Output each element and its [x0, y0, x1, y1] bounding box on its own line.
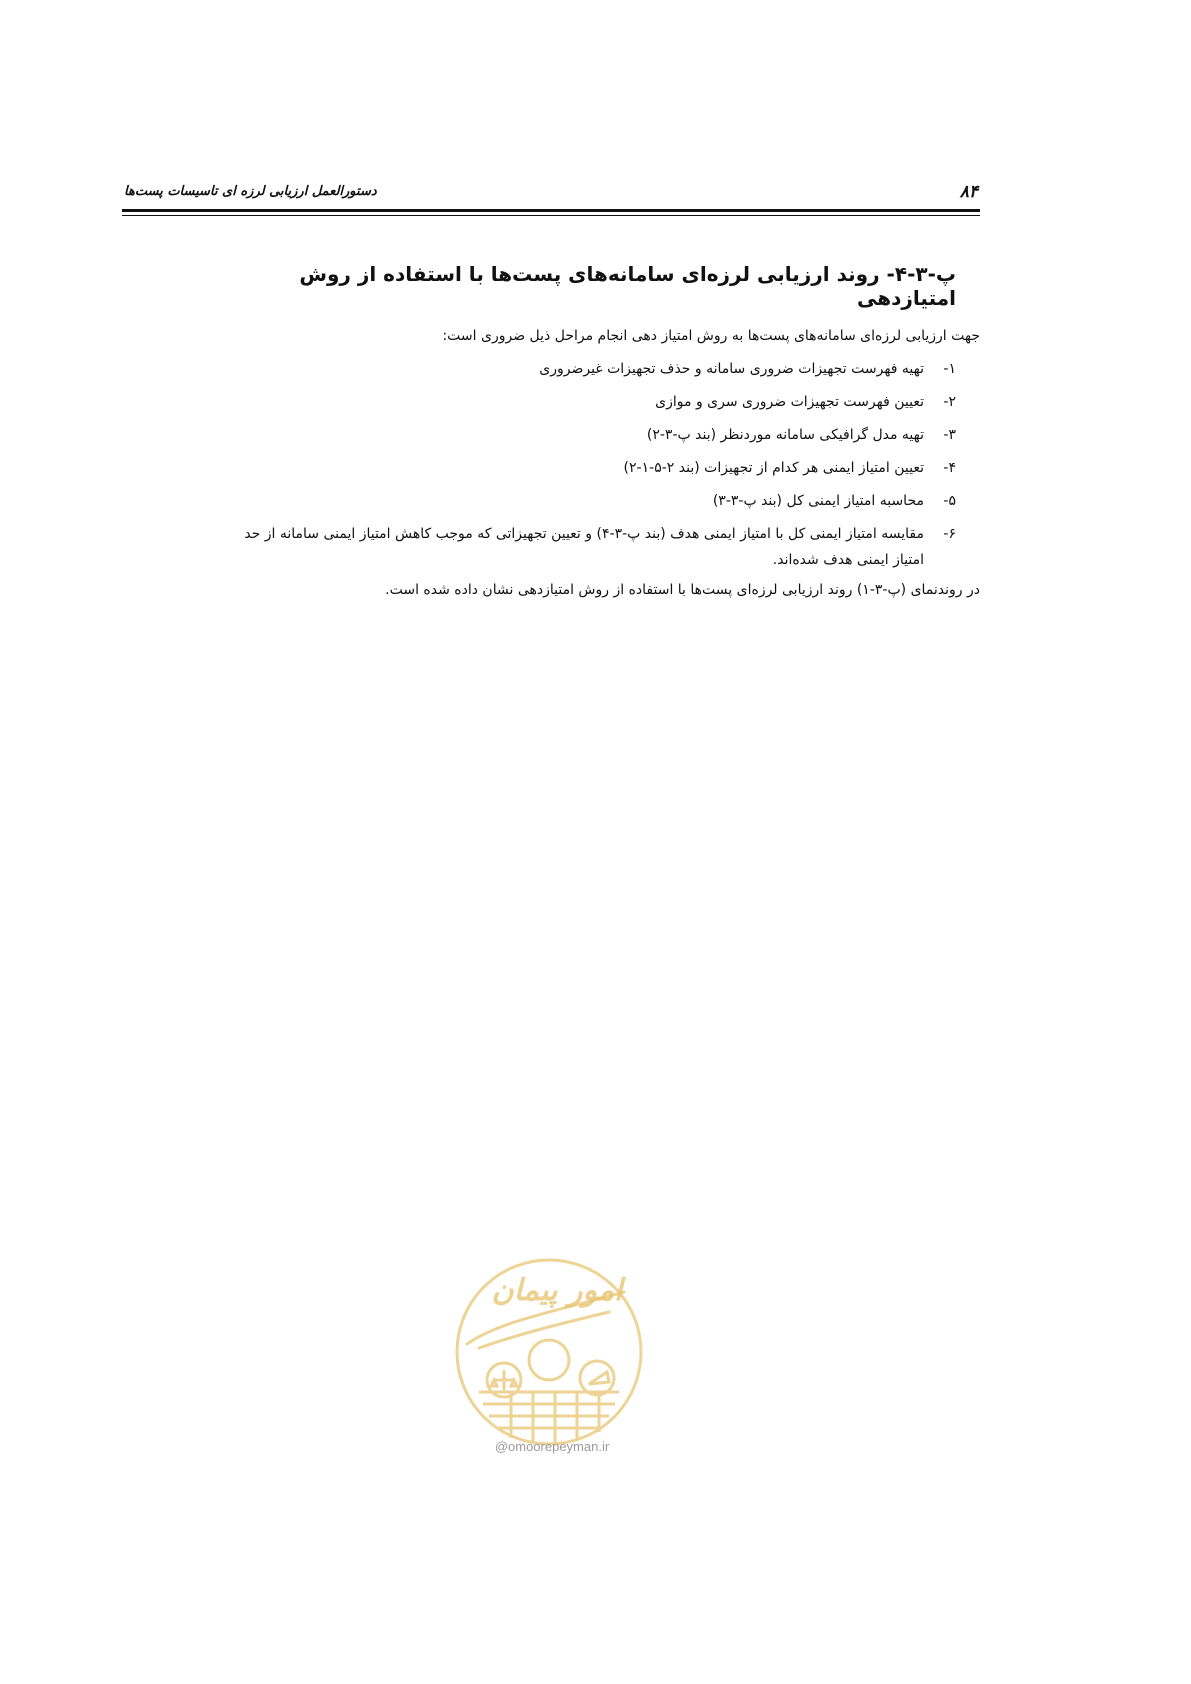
logo-swoosh-inner	[479, 1312, 609, 1348]
step-number: ۲-	[943, 394, 956, 410]
closing-paragraph: در روندنمای (پ-۳-۱) روند ارزیابی لرزه‌ای پست‌ها با استفاده از روش امتیازدهی نشان داده شده است.	[385, 582, 980, 598]
header-rule-thin	[122, 215, 980, 216]
step-text: تهیه مدل گرافیکی سامانه موردنظر (بند پ-۳-۲)	[646, 427, 924, 443]
page-number: ۸۴	[959, 182, 978, 202]
publisher-logo-watermark	[449, 1252, 649, 1452]
step-text: تعیین فهرست تجهیزات ضروری سری و موازی	[655, 394, 924, 410]
step-text: مقایسه امتیاز ایمنی کل با امتیاز ایمنی هدف (بند پ-۳-۴) و تعیین تجهیزاتی که موجب کاهش امتیاز ایمنی سامانه از حد	[244, 526, 924, 542]
list-item	[100, 419, 956, 452]
gear-icon	[529, 1340, 569, 1380]
step-text: محاسبه امتیاز ایمنی کل (بند پ-۳-۳)	[712, 493, 924, 509]
step-number: ۱-	[943, 361, 956, 377]
steps-list	[100, 353, 980, 574]
logo-text: امور پیمان	[491, 1273, 623, 1308]
watermark-site: @omoorepeyman.ir	[494, 1439, 610, 1454]
building-grid	[479, 1392, 619, 1442]
list-item	[100, 485, 956, 518]
list-item	[100, 518, 956, 574]
intro-paragraph: جهت ارزیابی لرزه‌ای سامانه‌های پست‌ها به روش امتیاز دهی انجام مراحل ذیل ضروری است:	[442, 328, 980, 344]
excavator-icon	[589, 1372, 609, 1384]
step-text: تهیه فهرست تجهیزات ضروری سامانه و حذف تجهیزات غیرضروری	[539, 361, 924, 377]
step-number: ۴-	[943, 460, 956, 476]
scales-icon	[491, 1370, 517, 1390]
step-number: ۶-	[943, 526, 956, 542]
header-rule-thick	[122, 209, 980, 212]
running-title: دستورالعمل ارزیابی لرزه ای تاسیسات پست‌ها	[124, 184, 377, 199]
list-item	[100, 386, 956, 419]
step-number: ۳-	[943, 427, 956, 443]
step-text-continuation: امتیاز ایمنی هدف شده‌اند.	[772, 552, 924, 568]
list-item	[100, 353, 956, 386]
step-text: تعیین امتیاز ایمنی هر کدام از تجهیزات (بند ۲-۵-۱-۲)	[623, 460, 924, 476]
section-body	[100, 320, 980, 607]
list-item	[100, 452, 956, 485]
section-heading: پ-۳-۴- روند ارزیابی لرزه‌ای سامانه‌های پست‌ها با استفاده از روش امتیازدهی	[299, 262, 956, 310]
step-number: ۵-	[943, 493, 956, 509]
